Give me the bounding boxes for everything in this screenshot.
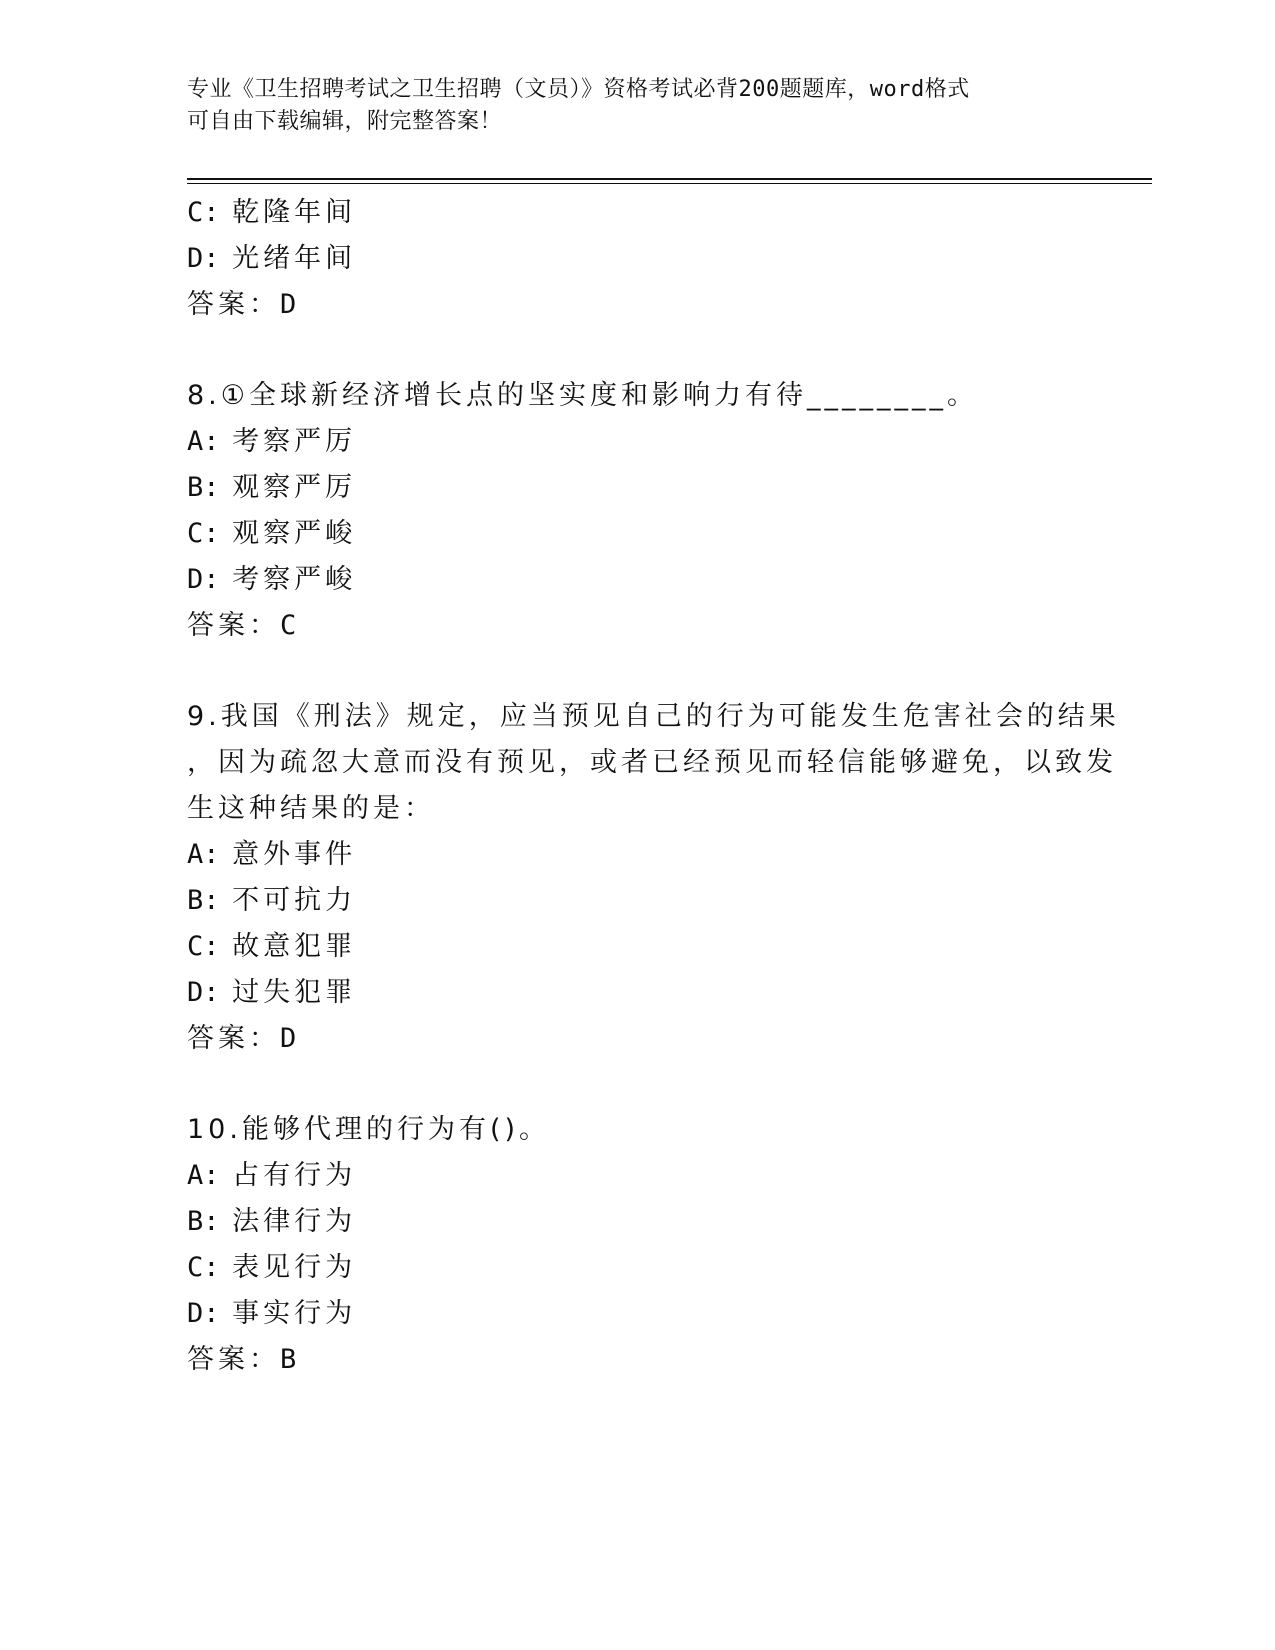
option-text: 光绪年间 [232,243,357,274]
answer-line [187,1337,1087,1383]
option-d [187,557,1087,603]
answer-line [187,282,1087,328]
answer-label: 答案： [187,289,280,320]
header-divider-thick [187,178,1152,180]
question-stem-line-2: ，因为疏忽大意而没有预见，或者已经预见而轻信能够避免，以致发 [187,747,1117,778]
answer-label: 答案： [187,610,280,641]
option-c [187,1245,1087,1291]
option-letter: B: [187,885,220,916]
option-d [187,236,1087,282]
option-d [187,1291,1087,1337]
option-text: 表见行为 [232,1252,357,1283]
question-stem-line-3: 生这种结果的是： [187,793,435,824]
option-text: 故意犯罪 [232,931,357,962]
option-text: 观察严峻 [232,518,357,549]
option-d [187,970,1087,1016]
option-letter: A: [187,426,220,457]
option-letter: D: [187,1298,220,1329]
option-a [187,1153,1087,1199]
document-header [187,74,1067,138]
answer-label: 答案： [187,1344,280,1375]
question-stem-line-1: 9.我国《刑法》规定，应当预见自己的行为可能发生危害社会的结果 [187,701,1120,732]
answer-label: 答案： [187,1023,280,1054]
option-text: 乾隆年间 [232,197,357,228]
option-letter: D: [187,243,220,274]
question-7-tail [187,190,1087,328]
option-a [187,419,1087,465]
option-letter: D: [187,977,220,1008]
option-letter: A: [187,839,220,870]
question-stem: 8.①全球新经济增长点的坚实度和影响力有待________。 [187,380,978,411]
option-text: 过失犯罪 [232,977,357,1008]
option-letter: B: [187,1206,220,1237]
option-text: 观察严厉 [232,472,357,503]
option-letter: A: [187,1160,220,1191]
header-line-2: 可自由下载编辑，附完整答案！ [187,109,503,134]
option-letter: C: [187,518,220,549]
option-text: 事实行为 [232,1298,357,1329]
option-text: 意外事件 [232,839,357,870]
option-text: 法律行为 [232,1206,357,1237]
header-line-1: 专业《卫生招聘考试之卫生招聘（文员）》资格考试必背200题题库，word格式 [187,77,970,102]
question-9 [187,694,1120,1062]
question-list [187,190,1120,1383]
question-stem: 10.能够代理的行为有()。 [187,1114,551,1145]
answer-line [187,603,1087,649]
header-divider-thin [187,183,1152,184]
option-c [187,924,1087,970]
option-text: 不可抗力 [232,885,357,916]
question-8 [187,373,1087,649]
option-c [187,190,1087,236]
option-b [187,465,1087,511]
answer-value: B [280,1344,301,1375]
option-b [187,1199,1087,1245]
option-text: 占有行为 [232,1160,357,1191]
answer-line [187,1016,1087,1062]
option-letter: B: [187,472,220,503]
option-c [187,511,1087,557]
option-b [187,878,1087,924]
answer-value: D [280,1023,301,1054]
answer-value: D [280,289,301,320]
question-10 [187,1107,1087,1383]
option-text: 考察严峻 [232,564,357,595]
option-letter: C: [187,197,220,228]
option-a [187,832,1087,878]
option-letter: C: [187,931,220,962]
option-text: 考察严厉 [232,426,357,457]
option-letter: D: [187,564,220,595]
answer-value: C [280,610,301,641]
option-letter: C: [187,1252,220,1283]
